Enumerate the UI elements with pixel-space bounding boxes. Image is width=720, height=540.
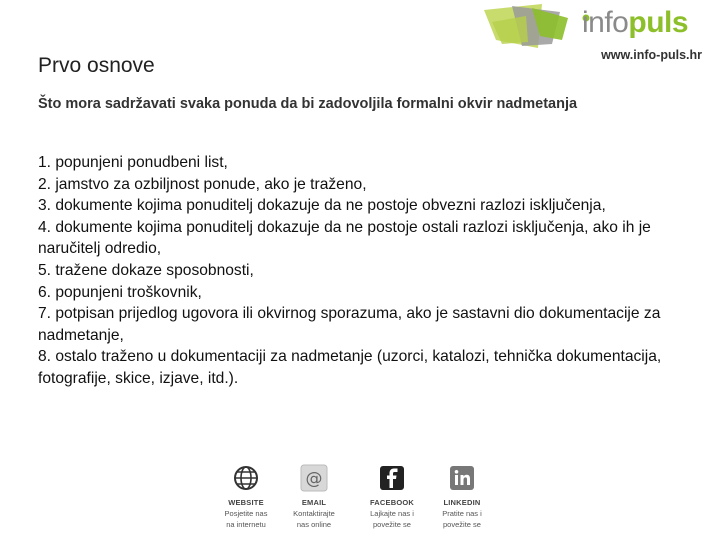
list-item: 5. tražene dokaze sposobnosti, — [38, 261, 254, 279]
social-email-link[interactable] — [278, 464, 350, 529]
social-linkedin-link[interactable] — [426, 464, 498, 529]
social-sub: nas online — [296, 520, 332, 529]
list-item: 2. jamstvo za ozbiljnost ponude, ako je traženo, — [38, 175, 367, 193]
social-sub: Lajkajte nas i — [370, 509, 414, 518]
social-links — [210, 464, 510, 534]
social-facebook-link[interactable] — [356, 464, 428, 529]
svg-text:@: @ — [305, 469, 323, 489]
infopuls-logo[interactable] — [482, 0, 720, 50]
social-name: LINKEDIN — [443, 498, 481, 507]
site-url[interactable]: www.info-puls.hr — [601, 48, 702, 62]
list-item: 7. potpisan prijedlog ugovora ili okvirnog sporazuma, ako je sastavni dio dokumentacije za nadmetanje, — [38, 305, 661, 344]
logo-part-puls: puls — [628, 6, 689, 39]
list-item: 4. dokumente kojima ponuditelj dokazuje da ne postoje ostali razlozi isključenja, ako ih je naručitelj odredio, — [38, 218, 651, 258]
page-title: Prvo osnove — [38, 54, 155, 77]
logo-leaves-icon — [482, 0, 592, 50]
social-sub: Posjetite nas — [224, 509, 268, 518]
social-sub: povežite se — [373, 520, 411, 529]
subtitle: Što mora sadržavati svaka ponuda da bi zadovoljila formalni okvir nadmetanja — [38, 96, 578, 112]
requirements-list — [38, 152, 688, 390]
social-sub: Kontaktirajte — [293, 509, 335, 518]
social-name: FACEBOOK — [369, 498, 415, 507]
list-item: 1. popunjeni ponudbeni list, — [38, 154, 228, 171]
logo-part-info: info — [582, 6, 629, 39]
social-website-link[interactable] — [210, 464, 282, 529]
social-name: WEBSITE — [228, 498, 264, 507]
social-sub: na internetu — [226, 520, 266, 529]
linkedin-icon — [448, 464, 476, 492]
globe-icon — [232, 464, 260, 492]
facebook-icon — [378, 464, 406, 492]
list-item: 8. ostalo traženo u dokumentaciji za nadmetanje (uzorci, katalozi, tehnička dokumentacija, fotografije, skice, izjave, itd.). — [38, 348, 662, 387]
social-name: EMAIL — [301, 498, 327, 507]
social-sub: Pratite nas i — [442, 509, 482, 518]
email-icon — [300, 464, 328, 492]
social-sub: povežite se — [443, 520, 481, 529]
list-item: 6. popunjeni troškovnik, — [38, 283, 202, 301]
list-item: 3. dokumente kojima ponuditelj dokazuje da ne postoje obvezni razlozi isključenja, — [38, 197, 606, 215]
logo-wordmark — [582, 6, 688, 40]
